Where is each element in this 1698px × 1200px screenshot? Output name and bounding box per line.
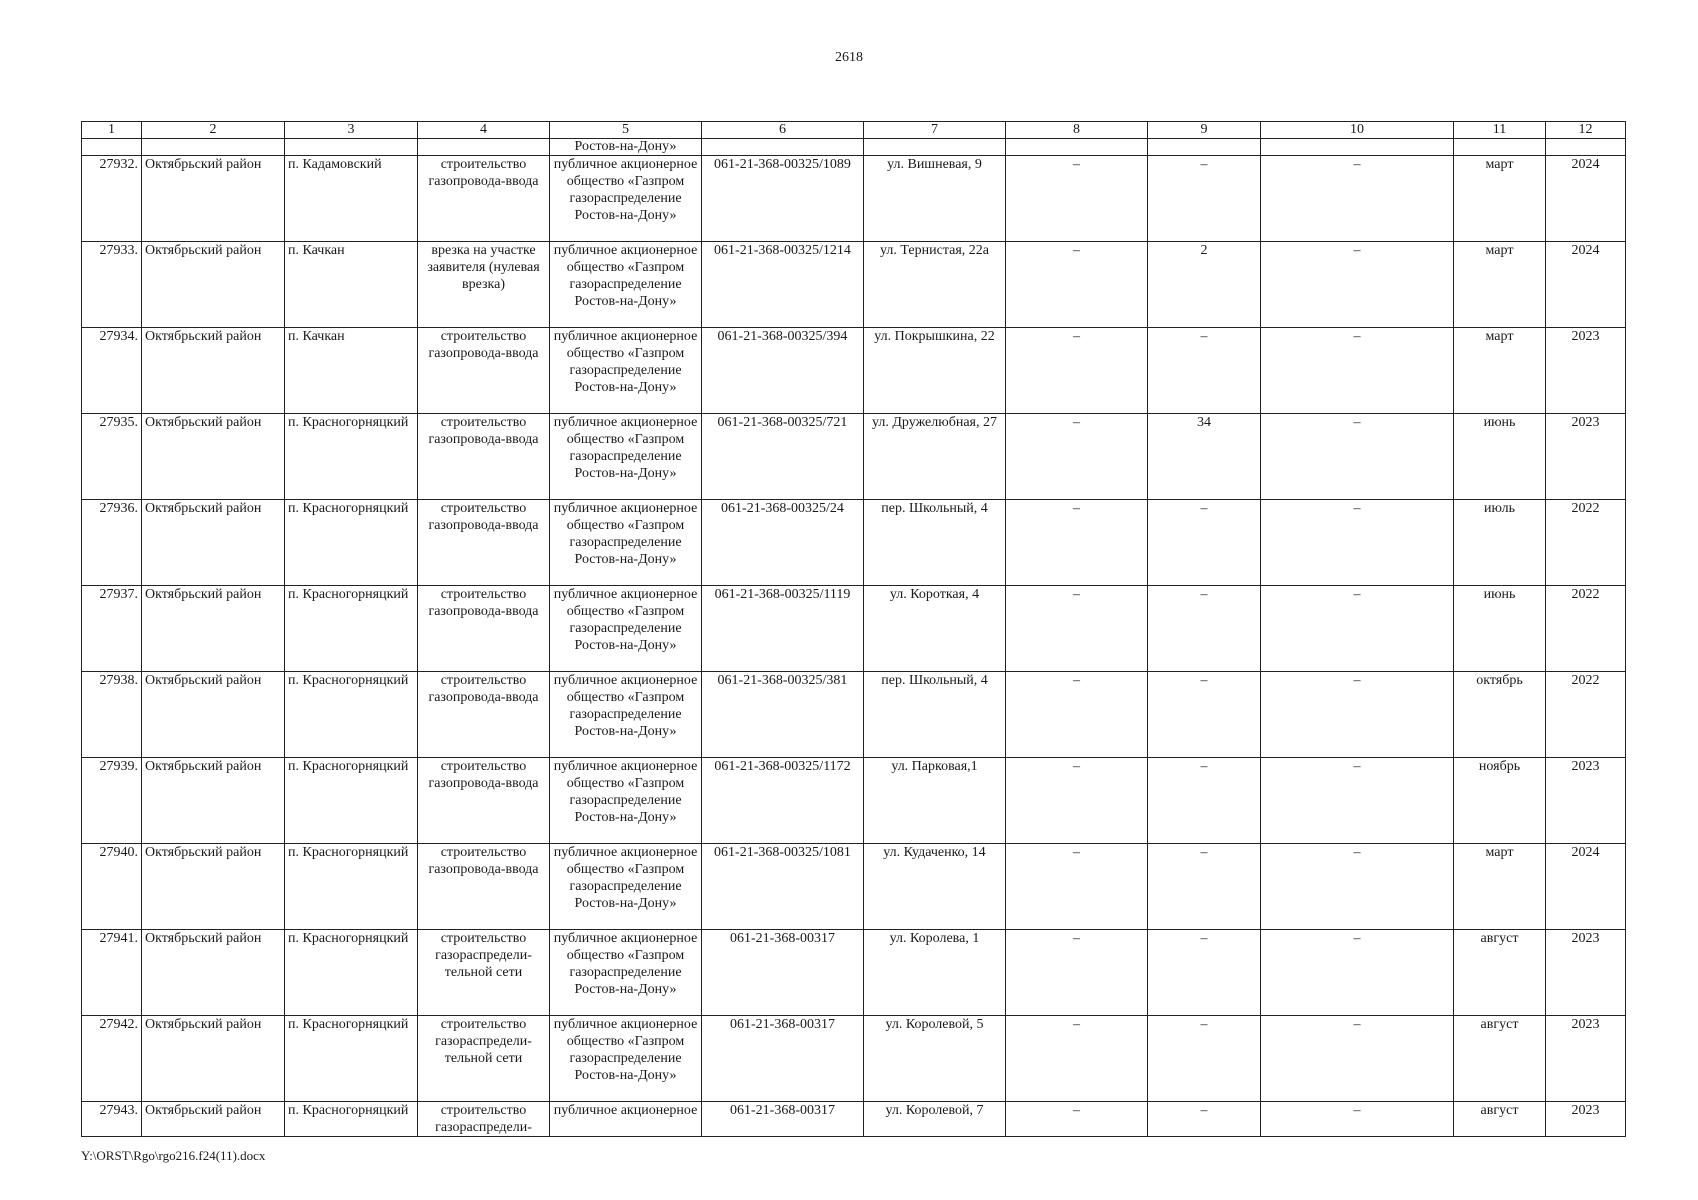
- row-number: 27934.: [82, 328, 142, 414]
- work-type: врезка на участке заявителя (нулевая врезка): [418, 242, 550, 328]
- address: ул. Короткая, 4: [864, 586, 1006, 672]
- application-number: 061-21-368-00325/1214: [702, 242, 864, 328]
- year: 2023: [1546, 1016, 1626, 1102]
- application-number: 061-21-368-00325/721: [702, 414, 864, 500]
- month: март: [1454, 156, 1546, 242]
- organization: публичное акционерное общество «Газпром газораспределение Ростов-на-Дону»: [550, 328, 702, 414]
- district: Октябрьский район: [142, 586, 285, 672]
- table-cell: [1454, 139, 1546, 156]
- row-number: 27943.: [82, 1102, 142, 1137]
- district: Октябрьский район: [142, 242, 285, 328]
- settlement: п. Красногорняцкий: [285, 586, 418, 672]
- table-row: [82, 1016, 1626, 1102]
- month: июль: [1454, 500, 1546, 586]
- work-type: строительство газопровода-ввода: [418, 586, 550, 672]
- settlement: п. Красногорняцкий: [285, 500, 418, 586]
- month: июнь: [1454, 586, 1546, 672]
- year: 2022: [1546, 672, 1626, 758]
- col-9-value: 34: [1148, 414, 1261, 500]
- settlement: п. Качкан: [285, 328, 418, 414]
- col-10-value: –: [1261, 1016, 1454, 1102]
- district: Октябрьский район: [142, 156, 285, 242]
- year: 2022: [1546, 586, 1626, 672]
- table-cell: [864, 139, 1006, 156]
- column-number: 1: [82, 122, 142, 139]
- table-cell: [702, 139, 864, 156]
- row-number: 27939.: [82, 758, 142, 844]
- col-9-value: 2: [1148, 242, 1261, 328]
- col-8-value: –: [1006, 242, 1148, 328]
- row-number: 27936.: [82, 500, 142, 586]
- year: 2023: [1546, 758, 1626, 844]
- work-type: строительство газопровода-ввода: [418, 414, 550, 500]
- table-row: [82, 586, 1626, 672]
- column-number: 12: [1546, 122, 1626, 139]
- table-row: [82, 328, 1626, 414]
- settlement: п. Кадамовский: [285, 156, 418, 242]
- column-number: 8: [1006, 122, 1148, 139]
- column-number: 2: [142, 122, 285, 139]
- application-number: 061-21-368-00325/1172: [702, 758, 864, 844]
- work-type: строительство газопровода-ввода: [418, 672, 550, 758]
- application-number: 061-21-368-00325/1081: [702, 844, 864, 930]
- district: Октябрьский район: [142, 414, 285, 500]
- column-number: 10: [1261, 122, 1454, 139]
- table-row: [82, 758, 1626, 844]
- month: октябрь: [1454, 672, 1546, 758]
- col-10-value: –: [1261, 672, 1454, 758]
- organization: публичное акционерное: [550, 1102, 702, 1137]
- address: ул. Королева, 1: [864, 930, 1006, 1016]
- district: Октябрьский район: [142, 930, 285, 1016]
- organization: публичное акционерное общество «Газпром газораспределение Ростов-на-Дону»: [550, 844, 702, 930]
- table-row: [82, 672, 1626, 758]
- row-number: 27935.: [82, 414, 142, 500]
- address: пер. Школьный, 4: [864, 500, 1006, 586]
- year: 2023: [1546, 328, 1626, 414]
- col-8-value: –: [1006, 1102, 1148, 1137]
- organization: публичное акционерное общество «Газпром газораспределение Ростов-на-Дону»: [550, 586, 702, 672]
- organization: публичное акционерное общество «Газпром газораспределение Ростов-на-Дону»: [550, 758, 702, 844]
- month: март: [1454, 844, 1546, 930]
- col-10-value: –: [1261, 156, 1454, 242]
- column-number-row: [82, 122, 1626, 139]
- work-type: строительство газопровода-ввода: [418, 844, 550, 930]
- col-8-value: –: [1006, 930, 1148, 1016]
- address: пер. Школьный, 4: [864, 672, 1006, 758]
- application-number: 061-21-368-00317: [702, 930, 864, 1016]
- table-cell: [285, 139, 418, 156]
- page-number: 2618: [835, 50, 863, 65]
- table-cell: [418, 139, 550, 156]
- col-9-value: –: [1148, 500, 1261, 586]
- year: 2024: [1546, 156, 1626, 242]
- year: 2023: [1546, 930, 1626, 1016]
- col-9-value: –: [1148, 672, 1261, 758]
- address: ул. Парковая,1: [864, 758, 1006, 844]
- row-number: 27942.: [82, 1016, 142, 1102]
- table-row: [82, 414, 1626, 500]
- month: август: [1454, 1102, 1546, 1137]
- application-number: 061-21-368-00317: [702, 1102, 864, 1137]
- table-row: [82, 156, 1626, 242]
- district: Октябрьский район: [142, 672, 285, 758]
- address: ул. Вишневая, 9: [864, 156, 1006, 242]
- table-cell: [142, 139, 285, 156]
- table-cell: [82, 139, 142, 156]
- settlement: п. Качкан: [285, 242, 418, 328]
- settlement: п. Красногорняцкий: [285, 844, 418, 930]
- row-number: 27932.: [82, 156, 142, 242]
- work-type: строительство газопровода-ввода: [418, 500, 550, 586]
- table-cell: [1006, 139, 1148, 156]
- row-number: 27938.: [82, 672, 142, 758]
- col-8-value: –: [1006, 414, 1148, 500]
- month: июнь: [1454, 414, 1546, 500]
- column-number: 4: [418, 122, 550, 139]
- col-9-value: –: [1148, 328, 1261, 414]
- month: август: [1454, 930, 1546, 1016]
- table-cell: [1148, 139, 1261, 156]
- table-row: [82, 844, 1626, 930]
- column-number: 6: [702, 122, 864, 139]
- year: 2024: [1546, 844, 1626, 930]
- work-type: строительство газораспредели-тельной сети: [418, 930, 550, 1016]
- col-10-value: –: [1261, 930, 1454, 1016]
- district: Октябрьский район: [142, 1016, 285, 1102]
- address: ул. Королевой, 5: [864, 1016, 1006, 1102]
- month: август: [1454, 1016, 1546, 1102]
- application-number: 061-21-368-00325/394: [702, 328, 864, 414]
- work-type: строительство газораспредели-: [418, 1102, 550, 1137]
- settlement: п. Красногорняцкий: [285, 758, 418, 844]
- organization: публичное акционерное общество «Газпром газораспределение Ростов-на-Дону»: [550, 242, 702, 328]
- work-type: строительство газопровода-ввода: [418, 156, 550, 242]
- col-10-value: –: [1261, 242, 1454, 328]
- work-type: строительство газопровода-ввода: [418, 758, 550, 844]
- month: ноябрь: [1454, 758, 1546, 844]
- month: март: [1454, 242, 1546, 328]
- district: Октябрьский район: [142, 844, 285, 930]
- col-8-value: –: [1006, 672, 1148, 758]
- col-10-value: –: [1261, 758, 1454, 844]
- application-number: 061-21-368-00325/1119: [702, 586, 864, 672]
- col-10-value: –: [1261, 1102, 1454, 1137]
- work-type: строительство газопровода-ввода: [418, 328, 550, 414]
- col-9-value: –: [1148, 156, 1261, 242]
- row-number: 27937.: [82, 586, 142, 672]
- organization: публичное акционерное общество «Газпром газораспределение Ростов-на-Дону»: [550, 1016, 702, 1102]
- application-number: 061-21-368-00325/381: [702, 672, 864, 758]
- district: Октябрьский район: [142, 758, 285, 844]
- col-8-value: –: [1006, 844, 1148, 930]
- col-9-value: –: [1148, 1102, 1261, 1137]
- work-type: строительство газораспредели-тельной сети: [418, 1016, 550, 1102]
- address: ул. Покрышкина, 22: [864, 328, 1006, 414]
- registry-table-container: [81, 121, 1625, 1137]
- continuation-row: [82, 139, 1626, 156]
- column-number: 11: [1454, 122, 1546, 139]
- organization: публичное акционерное общество «Газпром газораспределение Ростов-на-Дону»: [550, 500, 702, 586]
- address: ул. Дружелюбная, 27: [864, 414, 1006, 500]
- settlement: п. Красногорняцкий: [285, 1102, 418, 1137]
- address: ул. Кудаченко, 14: [864, 844, 1006, 930]
- application-number: 061-21-368-00317: [702, 1016, 864, 1102]
- col-9-value: –: [1148, 844, 1261, 930]
- col-10-value: –: [1261, 500, 1454, 586]
- table-cell: [1546, 139, 1626, 156]
- col-8-value: –: [1006, 586, 1148, 672]
- column-number: 3: [285, 122, 418, 139]
- district: Октябрьский район: [142, 500, 285, 586]
- month: март: [1454, 328, 1546, 414]
- district: Октябрьский район: [142, 1102, 285, 1137]
- settlement: п. Красногорняцкий: [285, 930, 418, 1016]
- table-row: [82, 242, 1626, 328]
- column-number: 5: [550, 122, 702, 139]
- file-path-footer: Y:\ORST\Rgo\rgo216.f24(11).docx: [81, 1148, 266, 1163]
- year: 2023: [1546, 1102, 1626, 1137]
- table-row: [82, 500, 1626, 586]
- col-10-value: –: [1261, 328, 1454, 414]
- settlement: п. Красногорняцкий: [285, 414, 418, 500]
- table-row: [82, 1102, 1626, 1137]
- row-number: 27941.: [82, 930, 142, 1016]
- year: 2023: [1546, 414, 1626, 500]
- col-9-value: –: [1148, 586, 1261, 672]
- col-8-value: –: [1006, 758, 1148, 844]
- col-10-value: –: [1261, 414, 1454, 500]
- col-9-value: –: [1148, 758, 1261, 844]
- col-9-value: –: [1148, 930, 1261, 1016]
- organization: публичное акционерное общество «Газпром газораспределение Ростов-на-Дону»: [550, 414, 702, 500]
- district: Октябрьский район: [142, 328, 285, 414]
- registry-table: [81, 121, 1626, 1137]
- row-number: 27933.: [82, 242, 142, 328]
- col-8-value: –: [1006, 500, 1148, 586]
- settlement: п. Красногорняцкий: [285, 672, 418, 758]
- column-number: 9: [1148, 122, 1261, 139]
- col-8-value: –: [1006, 156, 1148, 242]
- continuation-text: Ростов-на-Дону»: [550, 139, 702, 156]
- application-number: 061-21-368-00325/1089: [702, 156, 864, 242]
- table-row: [82, 930, 1626, 1016]
- column-number: 7: [864, 122, 1006, 139]
- col-10-value: –: [1261, 844, 1454, 930]
- organization: публичное акционерное общество «Газпром газораспределение Ростов-на-Дону»: [550, 156, 702, 242]
- organization: публичное акционерное общество «Газпром газораспределение Ростов-на-Дону»: [550, 930, 702, 1016]
- col-8-value: –: [1006, 1016, 1148, 1102]
- table-body: [82, 122, 1626, 1137]
- year: 2022: [1546, 500, 1626, 586]
- col-10-value: –: [1261, 586, 1454, 672]
- address: ул. Королевой, 7: [864, 1102, 1006, 1137]
- year: 2024: [1546, 242, 1626, 328]
- row-number: 27940.: [82, 844, 142, 930]
- col-8-value: –: [1006, 328, 1148, 414]
- settlement: п. Красногорняцкий: [285, 1016, 418, 1102]
- application-number: 061-21-368-00325/24: [702, 500, 864, 586]
- organization: публичное акционерное общество «Газпром газораспределение Ростов-на-Дону»: [550, 672, 702, 758]
- address: ул. Тернистая, 22а: [864, 242, 1006, 328]
- table-cell: [1261, 139, 1454, 156]
- col-9-value: –: [1148, 1016, 1261, 1102]
